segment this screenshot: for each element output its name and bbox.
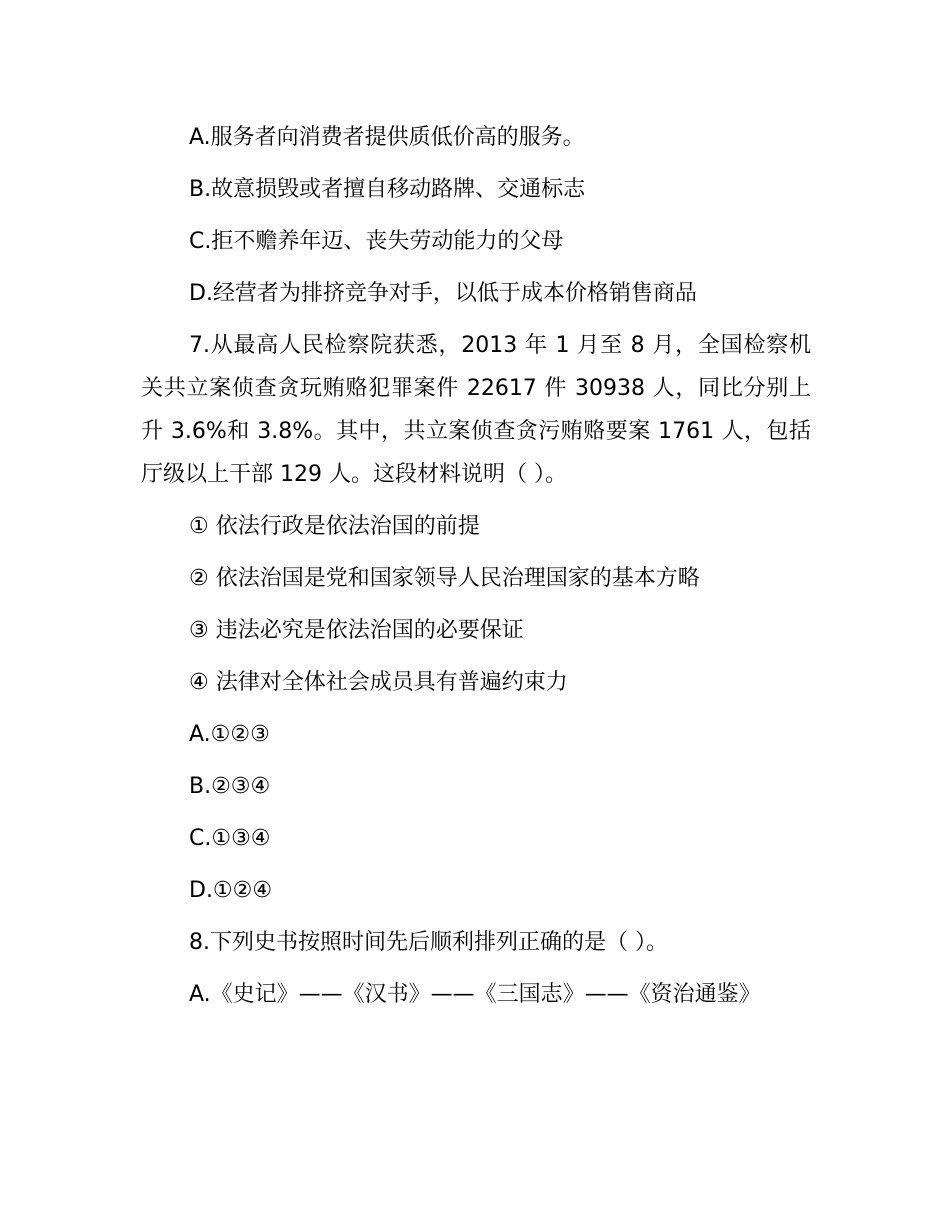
q8-option-a: A.《史记》——《汉书》——《三国志》——《资治通鉴》 <box>189 982 761 1007</box>
q7-statement-2: ② 依法治国是党和国家领导人民治理国家的基本方略 <box>189 566 700 591</box>
q7-option-d: D.①②④ <box>189 878 273 903</box>
q8-stem: 8.下列史书按照时间先后顺利排列正确的是（ ）。 <box>189 930 668 955</box>
q6-option-a: A.服务者向消费者提供质低价高的服务。 <box>189 125 585 150</box>
q7-option-b: B.②③④ <box>189 774 271 799</box>
q7-statement-3: ③ 违法必究是依法治国的必要保证 <box>189 618 524 643</box>
q7-option-a: A.①②③ <box>189 722 270 747</box>
q6-option-b: B.故意损毁或者擅自移动路牌、交通标志 <box>189 177 586 202</box>
q6-option-d: D.经营者为排挤竞争对手，以低于成本价格销售商品 <box>189 281 697 306</box>
q7-statement-4: ④ 法律对全体社会成员具有普遍约束力 <box>189 670 568 695</box>
q7-stem: 7.从最高人民检察院获悉，2013 年 1 月至 8 月，全国检察机关共立案侦查贪玩贿赂犯罪案件 22617 件 30938 人，同比分别上升 3.6%和 3.8%。其中，共立案侦查贪污贿赂要案 1761 人，包括厅级以上干部 129 人。这段材料说明（ ）。 <box>141 333 811 487</box>
q7-option-c: C.①③④ <box>189 826 271 851</box>
q6-option-c: C.拒不赡养年迈、丧失劳动能力的父母 <box>189 229 564 254</box>
q7-statement-1: ① 依法行政是依法治国的前提 <box>189 514 480 539</box>
document-body <box>141 116 811 1025</box>
